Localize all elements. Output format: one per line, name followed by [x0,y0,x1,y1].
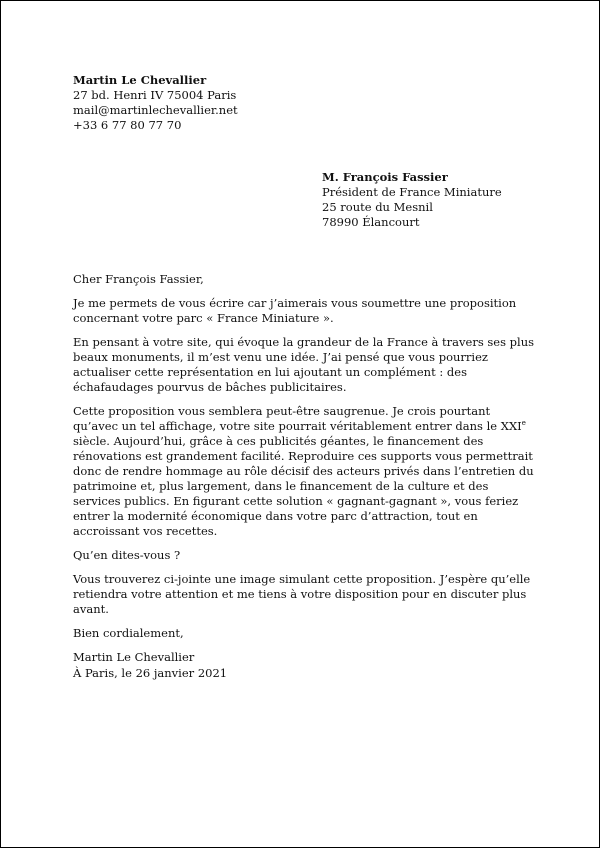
recipient-city: 78990 Élancourt [322,215,420,229]
century-superscript: e [521,419,526,428]
paragraph-1: Je me permets de vous écrire car j’aimerais vous soumettre une proposition concernant votre parc « France Miniature ». [73,296,517,325]
recipient-title: Président de France Miniature [322,185,502,199]
paragraph-3 [73,404,538,539]
sender-address: 27 bd. Henri IV 75004 Paris [73,88,237,102]
paragraph-4: Qu’en dites-vous ? [73,548,181,562]
recipient-block [322,170,542,230]
recipient-street: 25 route du Mesnil [322,200,433,214]
salutation: Cher François Fassier, [73,272,204,286]
paragraph-3-part-2: siècle. Aujourd’hui, grâce à ces publicités géantes, le financement des rénovations est grandement facilité. Reproduire ces supports vous permettrait donc de rendre hommage au rôle décisif des acteurs privés dans l’entretien du patrimoine et, plus largement, dans le financement de la culture et des services publics. En figurant cette solution « gagnant-gagnant », vous feriez entrer la modernité économique dans votre parc d’attraction, tout en accroissant vos recettes. [73,434,534,538]
letter-body [73,272,538,674]
sender-phone: +33 6 77 80 77 70 [73,118,182,132]
sender-name: Martin Le Chevallier [73,73,207,87]
letter-date: À Paris, le 26 janvier 2021 [73,666,228,680]
paragraph-5: Vous trouverez ci-jointe une image simulant cette proposition. J’espère qu’elle retiendra votre attention et me tiens à votre disposition pour en discuter plus avant. [73,572,531,616]
signature: Martin Le Chevallier [73,650,195,664]
closing: Bien cordialement, [73,626,184,640]
paragraph-2: En pensant à votre site, qui évoque la grandeur de la France à travers ses plus beaux monuments, il m’est venu une idée. J’ai pensé que vous pourriez actualiser cette représentation en lui ajoutant un complément : des échafaudages pourvus de bâches publicitaires. [73,335,535,394]
sender-block [73,73,293,133]
sender-email: mail@martinlechevallier.net [73,103,238,117]
paragraph-3-part-1: Cette proposition vous semblera peut-être saugrenue. Je crois pourtant qu’avec un tel affichage, votre site pourrait véritablement entrer dans le XXI [73,404,522,433]
recipient-name: M. François Fassier [322,170,448,184]
